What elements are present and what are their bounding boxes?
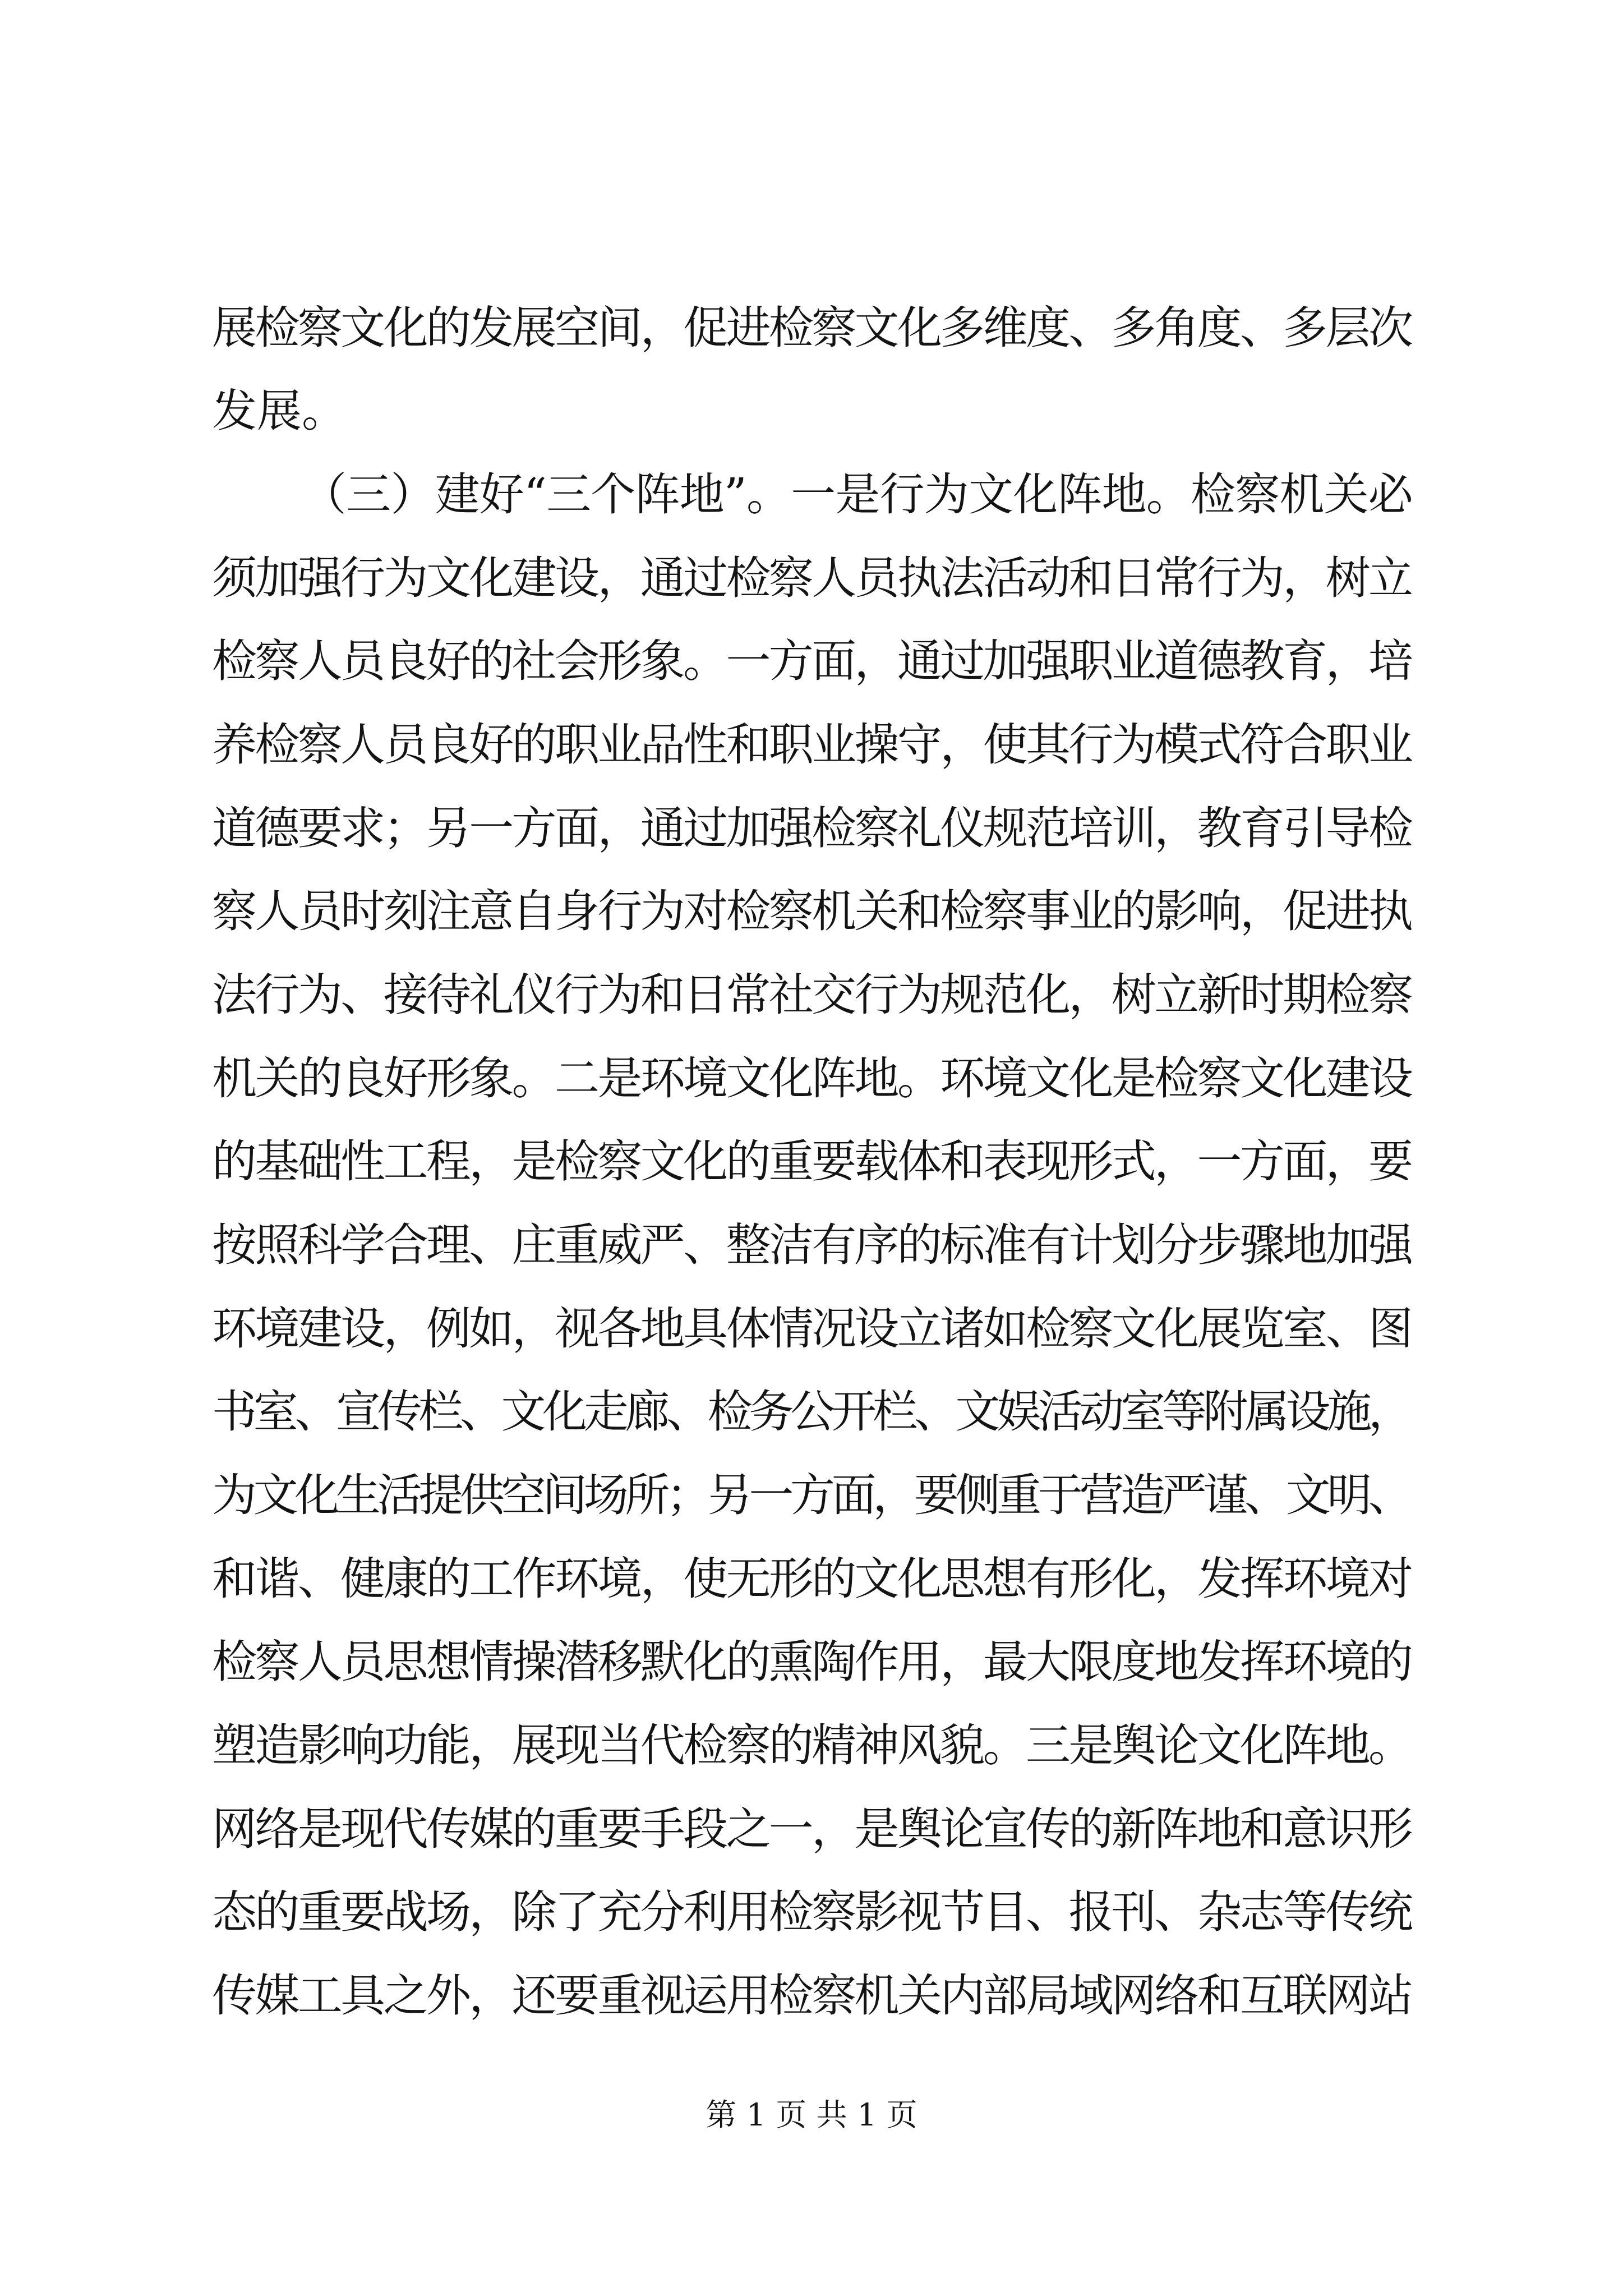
text-line: 机关的良好形象。二是环境文化阵地。环境文化是检察文化建设 <box>212 1052 1412 1105</box>
text-line: 展检察文化的发展空间，促进检察文化多维度、多角度、多层次 <box>212 302 1412 354</box>
text-line: 须加强行为文化建设，通过检察人员执法活动和日常行为，树立 <box>212 552 1412 604</box>
text-line: 按照科学合理、庄重威严、整洁有序的标准有计划分步骤地加强 <box>212 1219 1412 1271</box>
text-line: 和谐、健康的工作环境，使无形的文化思想有形化，发挥环境对 <box>212 1553 1412 1605</box>
text-line: 态的重要战场，除了充分利用检察影视节目、报刊、杂志等传统 <box>212 1886 1412 1938</box>
text-line: 塑造影响功能，展现当代检察的精神风貌。三是舆论文化阵地。 <box>212 1719 1412 1772</box>
text-line: 环境建设，例如，视各地具体情况设立诸如检察文化展览室、图 <box>212 1303 1412 1355</box>
text-line: 法行为、接待礼仪行为和日常社交行为规范化，树立新时期检察 <box>212 969 1412 1021</box>
text-line: 察人员时刻注意自身行为对检察机关和检察事业的影响，促进执 <box>212 885 1412 937</box>
paragraph-first-line: （三）建好“三个阵地”。一是行为文化阵地。检察机关必 <box>302 468 1413 521</box>
text-line: 为文化生活提供空间场所；另一方面，要侧重于营造严谨、文明、 <box>212 1469 1410 1521</box>
text-line: 网络是现代传媒的重要手段之一，是舆论宣传的新阵地和意识形 <box>212 1803 1412 1855</box>
text-line: 检察人员良好的社会形象。一方面，通过加强职业道德教育，培 <box>212 635 1412 687</box>
text-line: 养检察人员良好的职业品性和职业操守，使其行为模式符合职业 <box>212 719 1412 771</box>
text-line: 传媒工具之外，还要重视运用检察机关内部局域网络和互联网站 <box>212 1970 1412 2022</box>
text-line: 发展。 <box>212 385 347 437</box>
text-line: 检察人员思想情操潜移默化的熏陶作用，最大限度地发挥环境的 <box>212 1636 1412 1688</box>
text-line: 书室、宣传栏、文化走廊、检务公开栏、文娱活动室等附属设施， <box>212 1386 1410 1438</box>
text-line: 道德要求；另一方面，通过加强检察礼仪规范培训，教育引导检 <box>212 802 1412 854</box>
text-line: 的基础性工程，是检察文化的重要载体和表现形式，一方面，要 <box>212 1135 1412 1188</box>
page-footer: 第 1 页 共 1 页 <box>706 2097 917 2133</box>
